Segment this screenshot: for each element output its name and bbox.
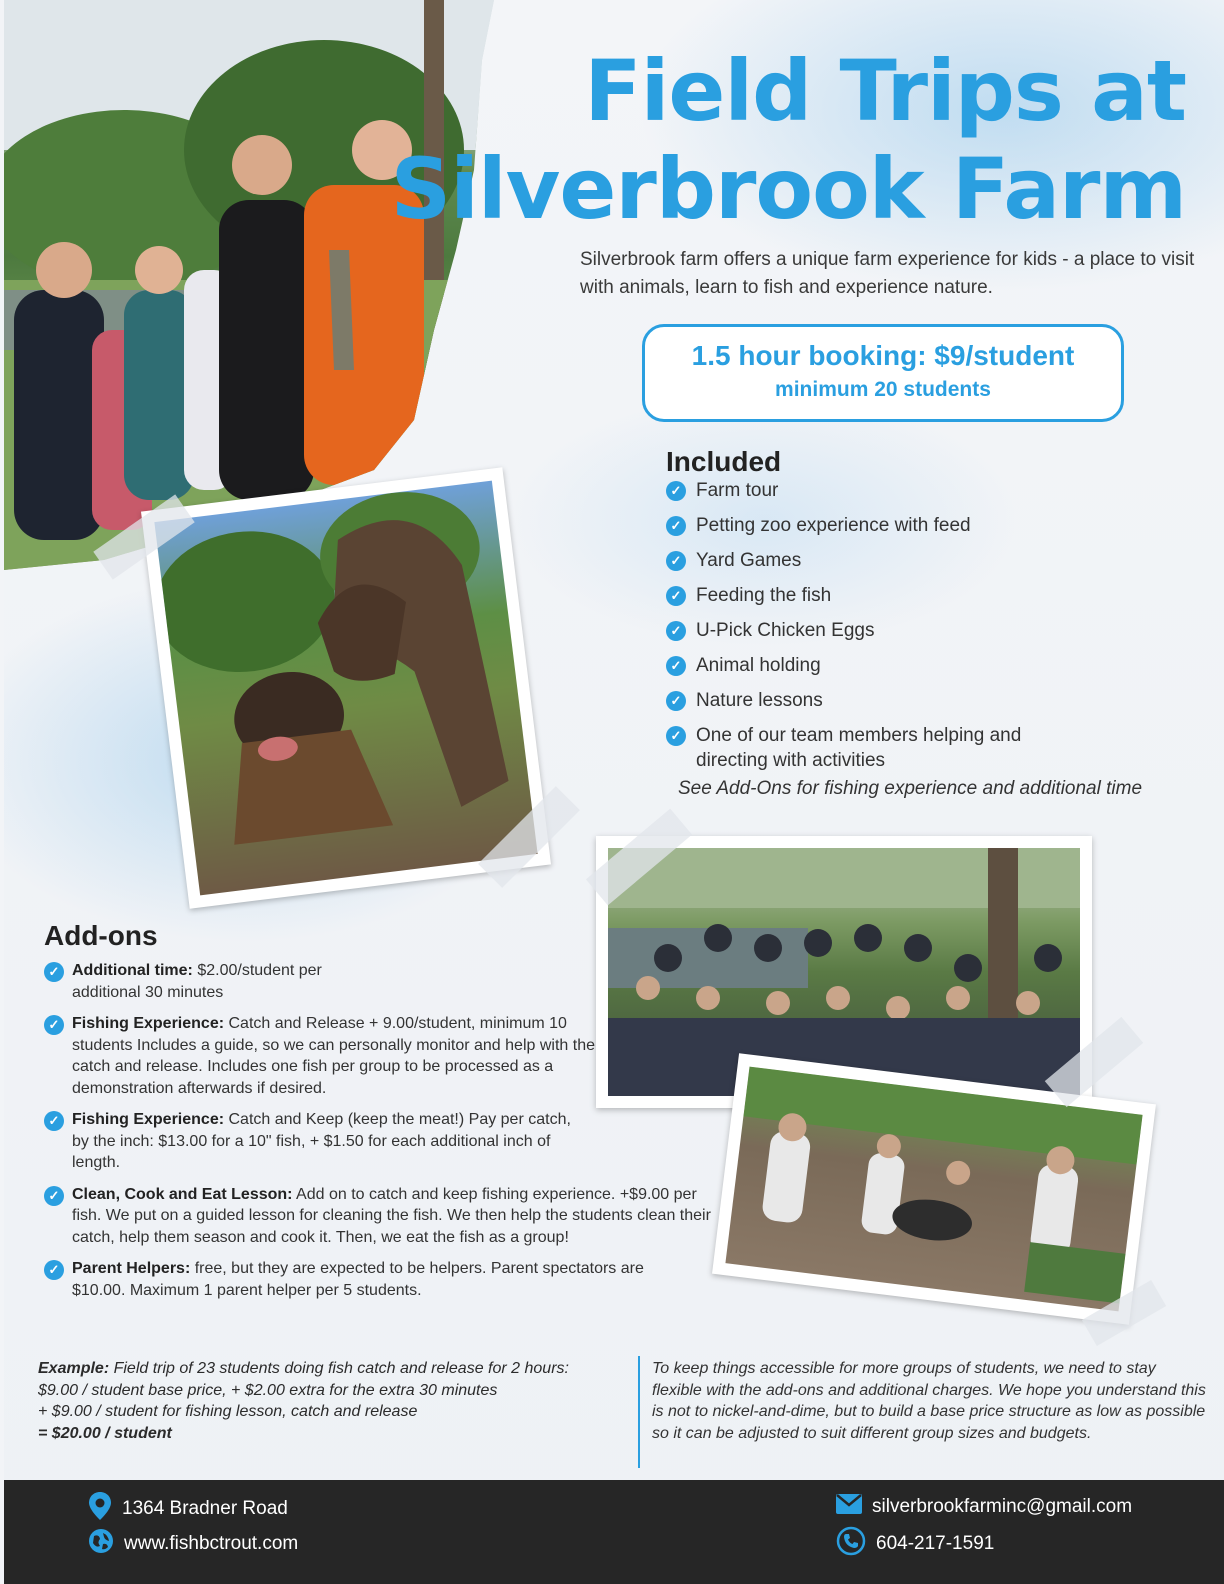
pricing-example: Example: Field trip of 23 students doing fish catch and release for 2 hours: $9.00 / student base price, + $2.00 extra for the extra 30 minutes + $9.00 / student for fishing lesson, catch and release = $20.00 / student (38, 1358, 628, 1444)
addon-item: ✓ Parent Helpers: free, but they are expected to be helpers. Parent spectators are $10.00. Maximum 1 parent helper per 5 students. (44, 1258, 694, 1301)
contact-footer (4, 1480, 1224, 1584)
included-item: ✓ U-Pick Chicken Eggs (666, 618, 1206, 643)
check-icon: ✓ (44, 1260, 64, 1280)
footer-email[interactable]: silverbrookfarminc@gmail.com (836, 1494, 1132, 1520)
check-icon: ✓ (666, 481, 686, 501)
check-icon: ✓ (666, 516, 686, 536)
addon-item: ✓ Fishing Experience: Catch and Keep (keep the meat!) Pay per catch, by the inch: $13.00 for a 10" fish, + $1.50 for each additional inch of length. (44, 1109, 584, 1174)
included-item: ✓ Feeding the fish (666, 583, 1206, 608)
check-icon: ✓ (666, 551, 686, 571)
example-total: = $20.00 / student (38, 1424, 172, 1442)
included-item: ✓ Nature lessons (666, 688, 1206, 713)
included-item: ✓ Petting zoo experience with feed (666, 513, 1206, 538)
title-line-1: Field Trips at (584, 42, 1186, 140)
check-icon: ✓ (666, 726, 686, 746)
check-icon: ✓ (44, 1015, 64, 1035)
booking-price: 1.5 hour booking: $9/student (691, 340, 1075, 371)
check-icon: ✓ (666, 656, 686, 676)
included-heading: Included (666, 446, 782, 477)
addon-item: ✓ Additional time: $2.00/student per additional 30 minutes (44, 960, 354, 1003)
footer-phone[interactable]: 604-217-1591 (836, 1526, 994, 1562)
title-line-2: Silverbrook Farm (390, 140, 1186, 238)
addons-heading: Add-ons (44, 920, 158, 951)
included-item: ✓ Farm tour (666, 478, 1206, 503)
included-item: ✓ One of our team members helping and directing with activities (666, 723, 1026, 773)
globe-icon (88, 1528, 114, 1560)
footer-address: 1364 Bradner Road (88, 1492, 288, 1526)
page-title (391, 42, 1186, 238)
addon-item: ✓ Clean, Cook and Eat Lesson: Add on to catch and keep fishing experience. +$9.00 per fish. We put on a guided lesson for cleaning the fish. We then help the students clean their catch, help them season and cook it. Then, we eat the fish as a group! (44, 1184, 712, 1249)
footer-website[interactable]: www.fishbctrout.com (88, 1528, 298, 1560)
included-item: ✓ Animal holding (666, 653, 1206, 678)
booking-box (642, 324, 1124, 422)
check-icon: ✓ (44, 1111, 64, 1131)
flyer-page (4, 0, 1224, 1584)
addon-item: ✓ Fishing Experience: Catch and Release + 9.00/student, minimum 10 students Includes a guide, so we can personally monitor and help with the catch and release. Includes one fish per group to be processed as a demonstration afterwards if desired. (44, 1013, 604, 1099)
email-icon (836, 1494, 862, 1520)
check-icon: ✓ (44, 1186, 64, 1206)
location-pin-icon (88, 1492, 112, 1526)
check-icon: ✓ (44, 962, 64, 982)
booking-minimum: minimum 20 students (775, 378, 991, 401)
included-item: ✓ Yard Games (666, 548, 1206, 573)
check-icon: ✓ (666, 621, 686, 641)
intro-text: Silverbrook farm offers a unique farm experience for kids - a place to visit with animals, learn to fish and experience nature. (580, 249, 1195, 298)
included-list (666, 478, 1206, 783)
addons-list (44, 960, 714, 1311)
phone-icon (836, 1526, 866, 1562)
divider (638, 1356, 640, 1468)
included-note: See Add-Ons for fishing experience and additional time (678, 778, 1143, 799)
check-icon: ✓ (666, 691, 686, 711)
photo-dog-and-donkey (141, 467, 551, 908)
pricing-note: To keep things accessible for more groups of students, we need to stay flexible with the add-ons and additional charges. We hope you understand this is not to nickel-and-dime, but to build a base price structure as low as possible so it can be adjusted to suit different group sizes and budgets. (652, 1360, 1206, 1442)
check-icon: ✓ (666, 586, 686, 606)
